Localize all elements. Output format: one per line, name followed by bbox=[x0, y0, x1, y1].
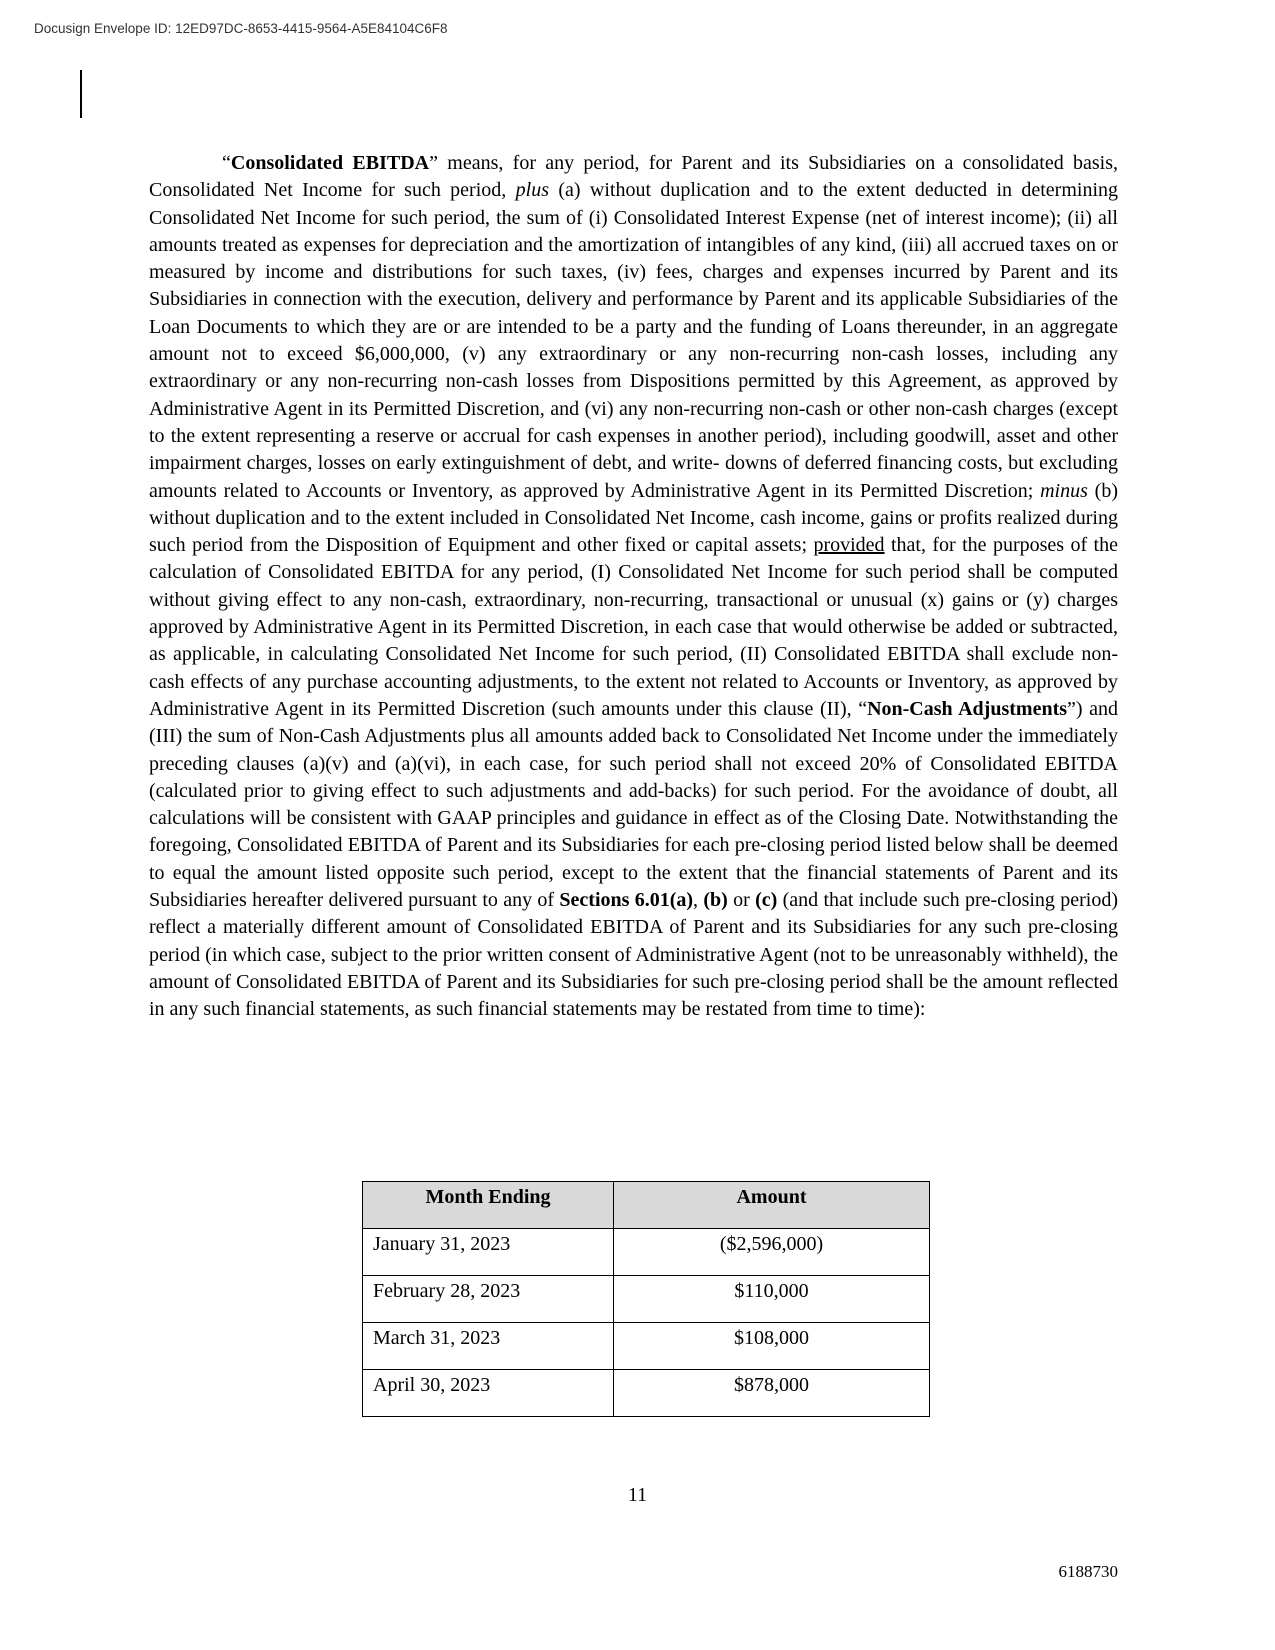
defined-term-2: Non-Cash Adjustments bbox=[867, 697, 1068, 720]
document-number: 6188730 bbox=[1058, 1562, 1118, 1581]
month-cell: January 31, 2023 bbox=[363, 1229, 614, 1276]
revision-bar bbox=[80, 70, 82, 118]
minus-term: minus bbox=[1040, 479, 1088, 502]
envelope-id: Docusign Envelope ID: 12ED97DC-8653-4415-9564-A5E84104C6F8 bbox=[34, 21, 448, 36]
table-row bbox=[363, 1229, 930, 1276]
table-row bbox=[363, 1323, 930, 1370]
page-number: 11 bbox=[627, 1484, 648, 1506]
table-row bbox=[363, 1276, 930, 1323]
section-reference-b: (b) bbox=[703, 889, 728, 912]
month-cell: April 30, 2023 bbox=[363, 1370, 614, 1417]
amount-cell: $110,000 bbox=[614, 1276, 930, 1323]
ebitda-table bbox=[362, 1181, 930, 1417]
section-reference: Sections 6.01(a) bbox=[559, 889, 694, 912]
amount-cell: $108,000 bbox=[614, 1323, 930, 1370]
definition-paragraph: “Consolidated EBITDA” means, for any period, for Parent and its Subsidiaries on a consolidated basis, Consolidated Net Income for such period, plus (a) without duplication and to the extent deducted in determining Consolidated Net Income for such period, the sum of (i) Consolidated Interest Expense (net of interest income); (ii) all amounts treated as expenses for depreciation and the amortization of intangibles of any kind, (iii) all accrued taxes on or measured by income and distributions for such taxes, (iv) fees, charges and expenses incurred by Parent and its Subsidiaries in connection with the execution, delivery and performance by Parent and its applicable Subsidiaries of the Loan Documents to which they are or are intended to be a party and the funding of Loans thereunder, in an aggregate amount not to exceed $6,000,000, (v) any extraordinary or any non-recurring non-cash losses, including any extraordinary or any non-recurring non-cash losses from Dispositions permitted by this Agreement, as approved by Administrative Agent in its Permitted Discretion, and (vi) any non-recurring non-cash or other non-cash charges (except to the extent representing a reserve or accrual for cash expenses in another period), including goodwill, asset and other impairment charges, losses on early extinguishment of debt, and write- downs of deferred financing costs, but excluding amounts related to Accounts or Inventory, as approved by Administrative Agent in its Permitted Discretion; minus (b) without duplication and to the extent included in Consolidated Net Income, cash income, gains or profits realized during such period from the Disposition of Equipment and other fixed or capital assets; provided that, for the purposes of the calculation of Consolidated EBITDA for any period, (I) Consolidated Net Income for such period shall be computed without giving effect to any non-cash, extraordinary, non-recurring, transactional or unusual (x) gains or (y) charges approved by Administrative Agent in its Permitted Discretion, in each case that would otherwise be added or subtracted, as applicable, in calculating Consolidated Net Income for such period, (II) Consolidated EBITDA shall exclude non-cash effects of any purchase accounting adjustments, to the extent not related to Accounts or Inventory, as approved by Administrative Agent in its Permitted Discretion (such amounts under this clause (II), “Non-Cash Adjustments”) and (III) the sum of Non-Cash Adjustments plus all amounts added back to Consolidated Net Income under the immediately preceding clauses (a)(v) and (a)(vi), in each case, for such period shall not exceed 20% of Consolidated EBITDA (calculated prior to giving effect to such adjustments and add-backs) for such period. For the avoidance of doubt, all calculations will be consistent with GAAP principles and guidance in effect as of the Closing Date. Notwithstanding the foregoing, Consolidated EBITDA of Parent and its Subsidiaries for each pre-closing period listed below shall be deemed to equal the amount listed opposite such period, except to the extent that the financial statements of Parent and its Subsidiaries hereafter delivered pursuant to any of Sections 6.01(a), (b) or (c) (and that include such pre-closing period) reflect a materially different amount of Consolidated EBITDA of Parent and its Subsidiaries for any such pre-closing period (in which case, subject to the prior written consent of Administrative Agent (not to be unreasonably withheld), the amount of Consolidated EBITDA of Parent and its Subsidiaries for such pre-closing period shall be the amount reflected in any such financial statements, as such financial statements may be restated from time to time): bbox=[149, 152, 1119, 1021]
month-cell: February 28, 2023 bbox=[363, 1276, 614, 1323]
table-header-row bbox=[363, 1182, 930, 1229]
month-cell: March 31, 2023 bbox=[363, 1323, 614, 1370]
header-amount: Amount bbox=[614, 1182, 930, 1229]
amount-cell: $878,000 bbox=[614, 1370, 930, 1417]
table-row bbox=[363, 1370, 930, 1417]
amount-cell: ($2,596,000) bbox=[614, 1229, 930, 1276]
section-reference-c: (c) bbox=[755, 889, 778, 912]
header-month-ending: Month Ending bbox=[363, 1182, 614, 1229]
provided-term: provided bbox=[813, 534, 885, 557]
defined-term: Consolidated EBITDA bbox=[230, 152, 430, 174]
plus-term: plus bbox=[515, 179, 549, 202]
